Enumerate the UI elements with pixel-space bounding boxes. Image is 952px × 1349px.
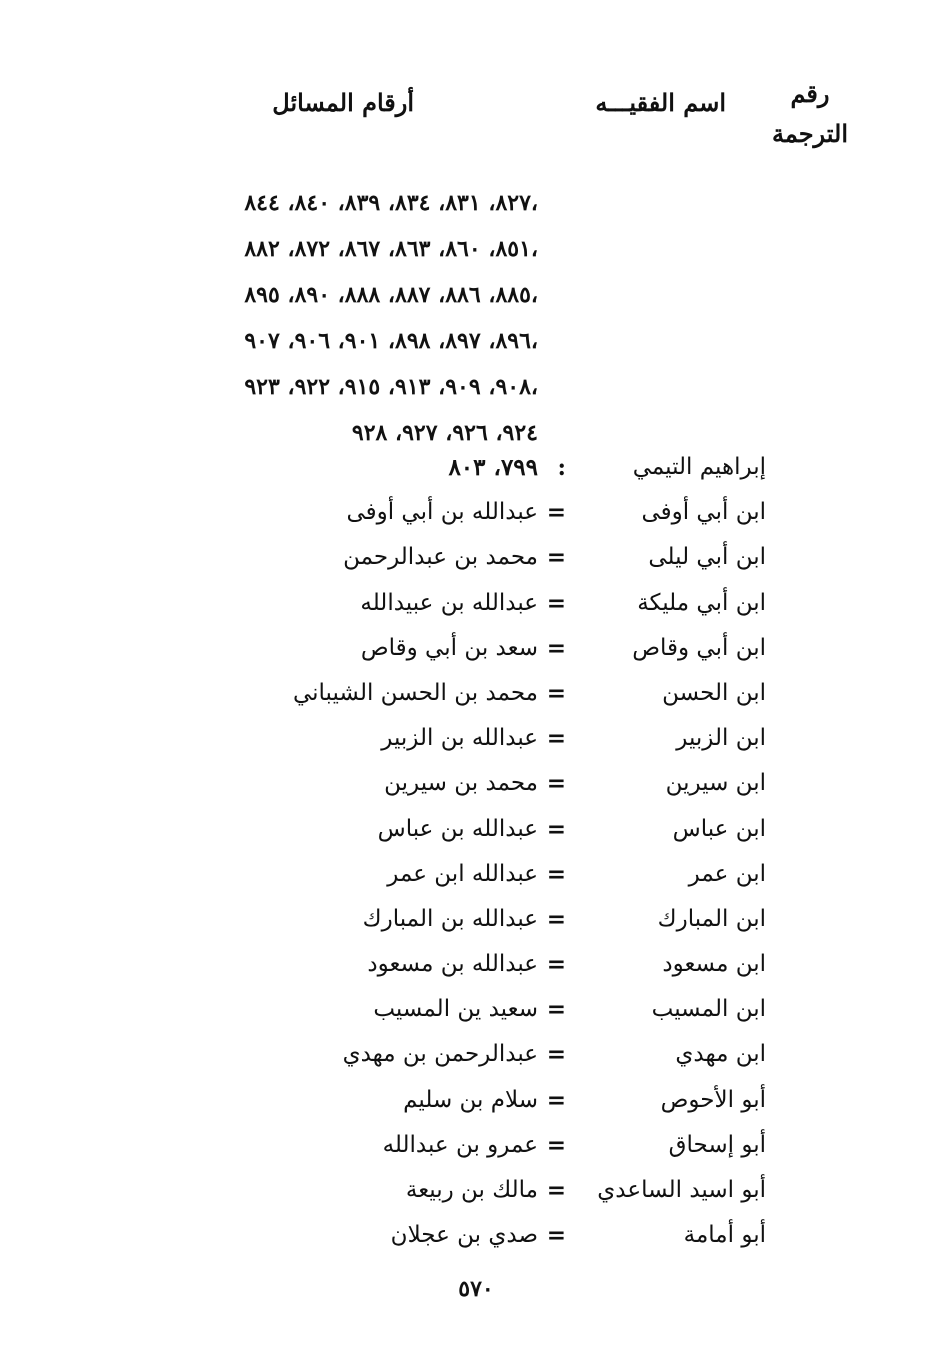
issue-number-line: ٨٢٧، ٨٣١، ٨٣٤، ٨٣٩، ٨٤٠، ٨٤٤، (244, 190, 538, 216)
entry-reference: محمد بن سيرين (384, 770, 538, 797)
entry-reference: عبدالله بن عباس (377, 815, 538, 842)
column-header-entry-number-line1: رقم (790, 79, 830, 108)
index-entry (0, 1126, 952, 1171)
jurist-name: أبو إسحاق (668, 1131, 766, 1158)
jurist-name: ابن عمر (688, 860, 766, 887)
entry-reference: عبدالله بن أبي أوفى (346, 499, 538, 526)
entry-reference: عبدالله بن عبيدالله (360, 589, 538, 616)
entry-separator: = (546, 905, 566, 933)
issue-number-line: ٩٢٤، ٩٢٦، ٩٢٧، ٩٢٨ (351, 420, 538, 446)
index-entry (0, 629, 952, 674)
index-entry (0, 584, 952, 629)
index-entry (0, 764, 952, 809)
entry-separator: = (546, 1222, 566, 1250)
column-header-entry-number (772, 74, 848, 154)
index-entry (0, 538, 952, 583)
jurist-name: ابن أبي مليكة (637, 589, 766, 616)
index-entry (0, 900, 952, 945)
issue-number-line: ٨٨٥، ٨٨٦، ٨٨٧، ٨٨٨، ٨٩٠، ٨٩٥، (244, 282, 538, 308)
jurist-name: إبراهيم التيمي (632, 454, 766, 480)
entry-reference: عمرو بن عبدالله (382, 1131, 538, 1158)
entry-reference: سعد بن أبي وقاص (360, 634, 538, 661)
index-entry (0, 674, 952, 719)
entry-separator: = (546, 951, 566, 979)
issue-number-line: ٨٥١، ٨٦٠، ٨٦٣، ٨٦٧، ٨٧٢، ٨٨٢، (244, 236, 538, 262)
index-entry (0, 1081, 952, 1126)
jurist-name: أبو اسيد الساعدي (597, 1177, 766, 1203)
entry-reference: عبدالله ابن عمر (387, 860, 538, 887)
index-entry (0, 493, 952, 538)
index-entry (0, 855, 952, 900)
jurist-name: ابن الزبير (676, 725, 766, 752)
index-entry (0, 1216, 952, 1261)
index-entry (0, 1035, 952, 1080)
entry-separator: = (546, 725, 566, 753)
jurist-name: ابن أبي ليلى (648, 544, 766, 571)
jurist-name: ابن الحسن (662, 679, 766, 706)
entry-reference: مالك بن ربيعة (405, 1177, 538, 1203)
entry-separator: = (546, 544, 566, 572)
entry-reference: عبدالله بن مسعود (367, 951, 538, 978)
entry-separator: = (546, 770, 566, 798)
entry-reference: صدي بن عجلان (390, 1222, 538, 1249)
jurist-name: أبو أمامة (683, 1222, 766, 1249)
jurist-index-list (0, 448, 952, 1261)
entry-separator: = (546, 634, 566, 662)
entry-separator: = (546, 860, 566, 888)
entry-reference: عبدالله بن الزبير (381, 725, 538, 752)
jurist-name: ابن عباس (672, 815, 766, 842)
entry-separator: = (546, 1177, 566, 1204)
index-entry (0, 990, 952, 1035)
column-header-jurist-name: اسم الفقيـــه (595, 88, 726, 117)
entry-reference: سعيد ين المسيب (373, 996, 538, 1023)
jurist-name: ابن مسعود (662, 951, 766, 978)
jurist-name: ابن سيرين (665, 770, 766, 797)
entry-separator: : (557, 454, 566, 481)
index-entry (0, 719, 952, 764)
index-entry (0, 1171, 952, 1216)
entry-separator: = (546, 1086, 566, 1114)
entry-reference: عبدالله بن المبارك (362, 905, 538, 932)
jurist-name: أبو الأحوص (660, 1086, 766, 1113)
issue-number-block (18, 180, 538, 456)
page-number: ٥٧٠ (458, 1276, 494, 1302)
column-header-issue-numbers: أرقام المسائل (272, 88, 414, 117)
issue-number-line: ٨٩٦، ٨٩٧، ٨٩٨، ٩٠١، ٩٠٦، ٩٠٧، (244, 328, 538, 354)
entry-reference: محمد بن الحسن الشيباني (292, 679, 538, 706)
entry-separator: = (546, 1041, 566, 1069)
index-entry (0, 945, 952, 990)
issue-number-line: ٩٠٨، ٩٠٩، ٩١٣، ٩١٥، ٩٢٢، ٩٢٣، (244, 374, 538, 400)
entry-separator: = (546, 996, 566, 1024)
jurist-name: ابن أبي وقاص (632, 634, 766, 661)
entry-separator: = (546, 815, 566, 843)
jurist-name: ابن مهدي (675, 1041, 766, 1068)
jurist-name: ابن أبي أوفى (641, 499, 766, 526)
entry-reference: محمد بن عبدالرحمن (343, 544, 538, 571)
jurist-name: ابن المبارك (657, 905, 766, 932)
column-header-entry-number-line2: الترجمة (771, 119, 848, 148)
entry-separator: = (546, 1131, 566, 1159)
entry-separator: = (546, 499, 566, 527)
entry-separator: = (546, 679, 566, 707)
entry-reference: ٧٩٩، ٨٠٣ (448, 454, 538, 481)
index-entry (0, 810, 952, 855)
index-entry (0, 448, 952, 493)
entry-reference: عبدالرحمن بن مهدي (342, 1041, 538, 1068)
entry-separator: = (546, 589, 566, 617)
entry-reference: سلام بن سليم (403, 1086, 538, 1113)
jurist-name: ابن المسيب (651, 996, 766, 1023)
